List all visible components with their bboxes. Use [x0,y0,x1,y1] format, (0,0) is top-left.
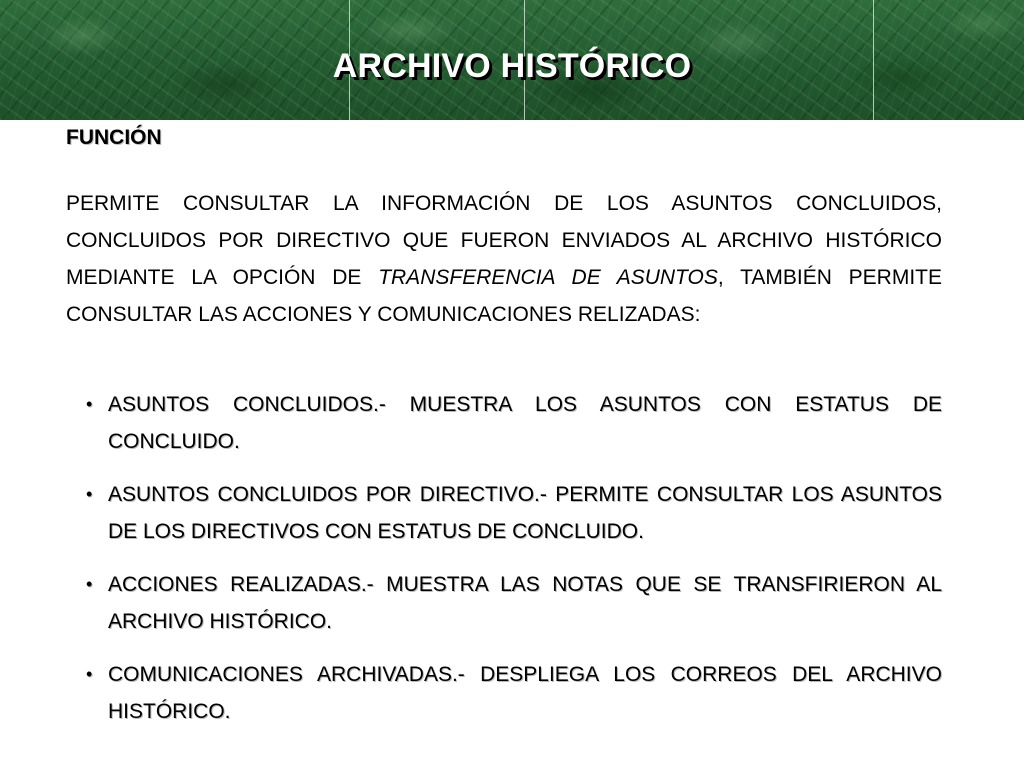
bullet-dot-icon: • [86,394,93,414]
section-heading: FUNCIÓN [66,126,162,149]
header-banner [0,0,1024,120]
slide-title: ARCHIVO HISTÓRICO [332,47,692,85]
bullet-text: ASUNTOS CONCLUIDOS.- MUESTRA LOS ASUNTOS CON ESTATUS DE CONCLUIDO. [108,393,942,453]
bullet-dot-icon: • [86,484,93,504]
intro-text-before: PERMITE CONSULTAR LA INFORMACIÓN DE LOS ASUNTOS CONCLUIDOS, CONCLUIDOS POR DIRECTIVO QUE FUERON ENVIADOS AL ARCHIVO HISTÓRICO MEDIANTE LA OPCIÓN DE [66,192,942,289]
bullet-text: ASUNTOS CONCLUIDOS POR DIRECTIVO.- PERMITE CONSULTAR LOS ASUNTOS DE LOS DIRECTIVOS CON ESTATUS DE CONCLUIDO. [108,483,942,543]
bullet-item [86,566,942,640]
intro-italic-text: TRANSFERENCIA DE ASUNTOS [378,266,718,289]
bullet-text: ACCIONES REALIZADAS.- MUESTRA LAS NOTAS QUE SE TRANSFIRIERON AL ARCHIVO HISTÓRICO. [108,573,942,633]
bullet-dot-icon: • [86,574,93,594]
bullet-list [86,386,942,746]
bullet-dot-icon: • [86,664,93,684]
bullet-item [86,656,942,730]
intro-text-after: , TAMBIÉN PERMITE CONSULTAR LAS ACCIONES Y COMUNICACIONES RELIZADAS: [66,266,943,326]
intro-paragraph [66,185,942,333]
bullet-item [86,386,942,460]
bullet-item [86,476,942,550]
bullet-text: COMUNICACIONES ARCHIVADAS.- DESPLIEGA LOS CORREOS DEL ARCHIVO HISTÓRICO. [108,663,942,723]
